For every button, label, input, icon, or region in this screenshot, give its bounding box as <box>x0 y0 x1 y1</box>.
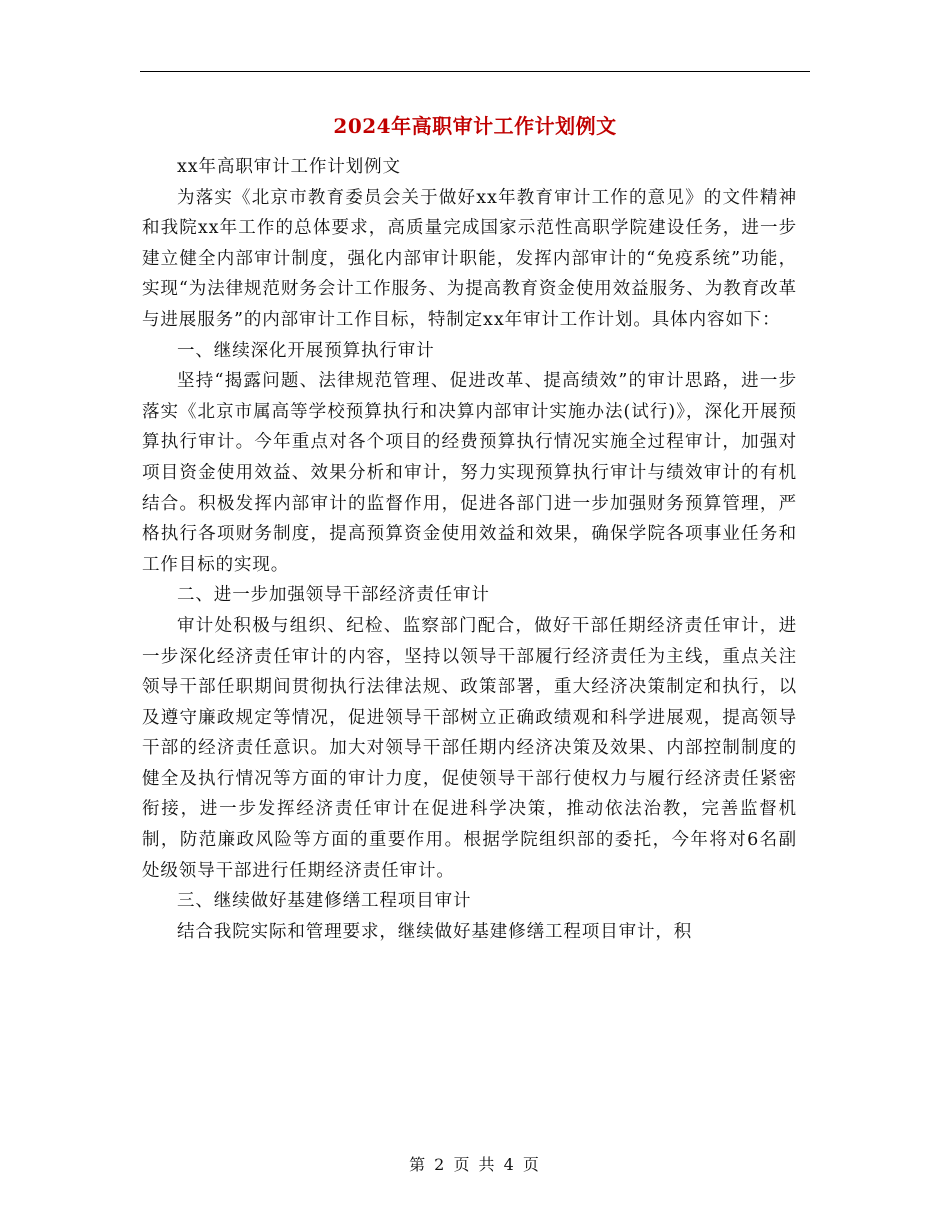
paragraph-subtitle: xx年高职审计工作计划例文 <box>177 157 401 177</box>
paragraph-section-2: 审计处积极与组织、纪检、监察部门配合，做好干部任期经济责任审计，进一步深化经济责任审计的内容，坚持以领导干部履行经济责任为主线，重点关注领导干部任职期间贯彻执行法律法规、政策部署，重大经济决策制定和执行，以及遵守廉政规定等情况，促进领导干部树立正确政绩观和科学进展观，提高领导干部的经济责任意识。加大对领导干部任期内经济决策及效果、内部控制制度的健全及执行情况等方面的审计力度，促使领导干部行使权力与履行经济责任紧密衔接，进一步发挥经济责任审计在促进科学决策，推动依法治教，完善监督机制，防范廉政风险等方面的重要作用。根据学院组织部的委托，今年将对6名副处级领导干部进行任期经济责任审计。 <box>142 615 797 881</box>
page-number: 第 2 页 共 4 页 <box>409 1155 541 1174</box>
header-rule <box>140 71 810 72</box>
paragraph-section-3: 结合我院实际和管理要求，继续做好基建修缮工程项目审计，积 <box>177 921 693 942</box>
paragraph-section-1: 坚持“揭露问题、法律规范管理、促进改革、提高绩效”的审计思路，进一步落实《北京市属高等学校预算执行和决算内部审计实施办法(试行)》，深化开展预算执行审计。今年重点对各个项目的经费预算执行情况实施全过程审计，加强对项目资金使用效益、效果分析和审计，努力实现预算执行审计与绩效审计的有机结合。积极发挥内部审计的监督作用，促进各部门进一步加强财务预算管理，严格执行各项财务制度，提高预算资金使用效益和效果，确保学院各项事业任务和工作目标的实现。 <box>142 371 797 575</box>
section-heading-3: 三、继续做好基建修缮工程项目审计 <box>177 891 472 912</box>
paragraph-intro: 为落实《北京市教育委员会关于做好xx年教育审计工作的意见》的文件精神和我院xx年工作的总体要求，高质量完成国家示范性高职学院建设任务，进一步建立健全内部审计制度，强化内部审计职能，发挥内部审计的“免疫系统”功能，实现“为法律规范财务会计工作服务、为提高教育资金使用效益服务、为教育改革与进展服务”的内部审计工作目标，特制定xx年审计工作计划。具体内容如下： <box>142 187 797 330</box>
document-body <box>142 152 797 947</box>
section-heading-2: 二、进一步加强领导干部经济责任审计 <box>177 585 490 606</box>
section-heading-1: 一、继续深化开展预算执行审计 <box>177 340 435 361</box>
document-title: 2024年高职审计工作计划例文 <box>333 114 617 138</box>
